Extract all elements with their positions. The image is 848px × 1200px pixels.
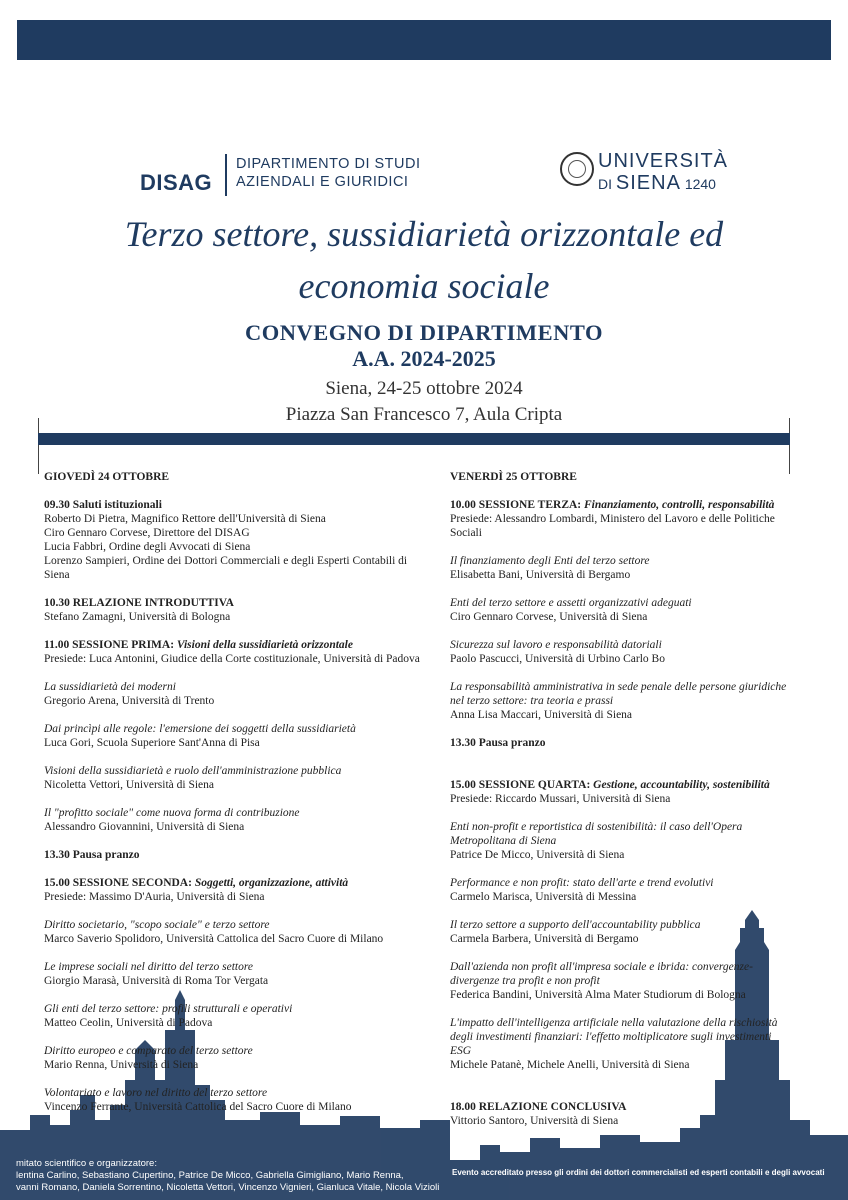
talk-title: L'impatto dell'intelligenza artificiale nella valutazione della rischiosità degli investimenti finanziari: l'effetto moltiplicatore sugli investimenti ESG (450, 1017, 778, 1057)
talk-speaker: Gregorio Arena, Università di Trento (44, 695, 215, 707)
talk-title: Gli enti del terzo settore: profili strutturali e operativi (44, 1003, 293, 1015)
talk-title: Le imprese sociali nel diritto del terzo settore (44, 961, 253, 973)
logo-divider (225, 154, 227, 196)
talk-speaker: Nicoletta Vettori, Università di Siena (44, 779, 215, 791)
unisi-logo (560, 148, 729, 198)
intro-report-time: 10.30 RELAZIONE INTRODUTTIVA (44, 597, 234, 609)
speaker-line: Lucia Fabbri, Ordine degli Avvocati di Siena (44, 541, 251, 553)
session-four-heading: 15.00 SESSIONE QUARTA: Gestione, accountability, sostenibilità (450, 779, 770, 791)
talk-title: Diritto societario, "scopo sociale" e terzo settore (44, 919, 270, 931)
session-three-heading: 10.00 SESSIONE TERZA: Finanziamento, controlli, responsabilità (450, 499, 775, 511)
talk-title: Volontariato e lavoro nel diritto del terzo settore (44, 1087, 268, 1099)
talk-speaker: Luca Gori, Scuola Superiore Sant'Anna di Pisa (44, 737, 260, 749)
talk-speaker: Ciro Gennaro Corvese, Università di Siena (450, 611, 648, 623)
talk-speaker: Mario Renna, Università di Siena (44, 1059, 199, 1071)
talk-title: Dai princìpi alle regole: l'emersione dei soggetti della sussidiarietà (44, 723, 356, 735)
day1-column (44, 470, 434, 1114)
session-chair: Presiede: Luca Antonini, Giudice della Corte costituzionale, Università di Padova (44, 653, 420, 665)
day2-title: VENERDÌ 25 OTTOBRE (450, 471, 577, 483)
talk-title: Dall'azienda non profit all'impresa sociale e ibrida: convergenze-divergenze tra profit e non profit (450, 961, 753, 987)
session-chair: Presiede: Massimo D'Auria, Università di Siena (44, 891, 265, 903)
talk-speaker: Carmela Barbera, Università di Bergamo (450, 933, 639, 945)
speaker-line: Lorenzo Sampieri, Ordine dei Dottori Commerciali e degli Esperti Contabili di Siena (44, 555, 408, 581)
university-seal-icon (560, 152, 594, 186)
unisi-name-line2: DI SIENA 1240 (598, 172, 716, 194)
disag-name-line1: DIPARTIMENTO DI STUDI (236, 156, 421, 172)
talk-title: Il "profitto sociale" come nuova forma di contribuzione (44, 807, 300, 819)
talk-title: Performance e non profit: stato dell'arte e trend evolutivi (450, 877, 714, 889)
event-venue: Piazza San Francesco 7, Aula Cripta (285, 404, 563, 425)
talk-speaker: Matteo Ceolin, Università di Padova (44, 1017, 213, 1029)
lunch-break: 13.30 Pausa pranzo (450, 737, 546, 749)
speaker-line: Roberto Di Pietra, Magnifico Rettore dell'Università di Siena (44, 513, 326, 525)
talk-speaker: Carmelo Marisca, Università di Messina (450, 891, 637, 903)
talk-title: Sicurezza sul lavoro e responsabilità datoriali (450, 639, 662, 651)
speaker-line: Stefano Zamagni, Università di Bologna (44, 611, 231, 623)
event-title: Terzo settore, sussidiarietà orizzontale ed economia sociale (124, 214, 724, 306)
day2-column (450, 470, 790, 1128)
divider-banner (38, 433, 790, 445)
speaker-line: Vittorio Santoro, Università di Siena (450, 1115, 619, 1127)
talk-speaker: Marco Saverio Spolidoro, Università Cattolica del Sacro Cuore di Milano (44, 933, 384, 945)
frame-line-left (38, 418, 39, 474)
talk-speaker: Patrice De Micco, Università di Siena (450, 849, 625, 861)
disag-logo (140, 150, 430, 200)
talk-title: Il terzo settore a supporto dell'accountability pubblica (450, 919, 701, 931)
talk-title: La responsabilità amministrativa in sede penale delle persone giuridiche nel terzo settore: tra teoria e prassi (450, 681, 787, 707)
day1-welcome-time: 09.30 Saluti istituzionali (44, 499, 162, 511)
talk-speaker: Elisabetta Bani, Università di Bergamo (450, 569, 631, 581)
academic-year: A.A. 2024-2025 (352, 346, 496, 371)
convegno-heading: CONVEGNO DI DIPARTIMENTO (245, 320, 603, 345)
talk-title: Enti non-profit e reportistica di sostenibilità: il caso dell'Opera Metropolitana di Siena (450, 821, 743, 847)
session-chair: Presiede: Alessandro Lombardi, Ministero del Lavoro e delle Politiche Sociali (450, 513, 775, 539)
session-chair: Presiede: Riccardo Mussari, Università di Siena (450, 793, 671, 805)
session-one-heading: 11.00 SESSIONE PRIMA: Visioni della sussidiarietà orizzontale (44, 639, 353, 651)
accreditation-note: Evento accreditato presso gli ordini dei dottori commercialisti ed esperti contabili e degli avvocati (452, 1168, 825, 1177)
frame-line-right (789, 418, 790, 474)
talk-title: Diritto europeo e comparato del terzo settore (44, 1045, 253, 1057)
disag-mark (140, 154, 220, 194)
unisi-name-line1: UNIVERSITÀ (598, 150, 729, 172)
lunch-break: 13.30 Pausa pranzo (44, 849, 140, 861)
committee-credits: mitato scientifico e organizzatore: lentina Carlino, Sebastiano Cupertino, Patrice De Micco, Gabriella Gimigliano, Mario Renna, vanni Romano, Daniela Sorrentino, Nicoletta Vettori, Vincenzo Vignieri, Gianluca Vitale, Nicola Vizioli (16, 1158, 440, 1193)
talk-speaker: Vincenzo Ferrante, Università Cattolica del Sacro Cuore di Milano (44, 1101, 352, 1113)
session-two-heading: 15.00 SESSIONE SECONDA: Soggetti, organizzazione, attività (44, 877, 349, 889)
speaker-line: Ciro Gennaro Corvese, Direttore del DISAG (44, 527, 250, 539)
talk-title: Visioni della sussidiarietà e ruolo dell'amministrazione pubblica (44, 765, 342, 777)
talk-speaker: Michele Patanè, Michele Anelli, Università di Siena (450, 1059, 690, 1071)
talk-speaker: Giorgio Marasà, Università di Roma Tor Vergata (44, 975, 269, 987)
talk-title: Il finanziamento degli Enti del terzo settore (450, 555, 650, 567)
talk-speaker: Anna Lisa Maccari, Università di Siena (450, 709, 633, 721)
day1-title: GIOVEDÌ 24 OTTOBRE (44, 471, 170, 483)
talk-title: La sussidiarietà dei moderni (44, 681, 176, 693)
closing-report-time: 18.00 RELAZIONE CONCLUSIVA (450, 1101, 627, 1113)
event-date: Siena, 24-25 ottobre 2024 (325, 378, 523, 399)
disag-wordmark: DISAG (140, 170, 213, 195)
talk-speaker: Alessandro Giovannini, Università di Siena (44, 821, 245, 833)
disag-name-line2: AZIENDALI E GIURIDICI (236, 174, 409, 190)
talk-speaker: Federica Bandini, Università Alma Mater Studiorum di Bologna (450, 989, 746, 1001)
talk-title: Enti del terzo settore e assetti organizzativi adeguati (450, 597, 692, 609)
top-banner (17, 20, 831, 60)
talk-speaker: Paolo Pascucci, Università di Urbino Carlo Bo (450, 653, 665, 665)
